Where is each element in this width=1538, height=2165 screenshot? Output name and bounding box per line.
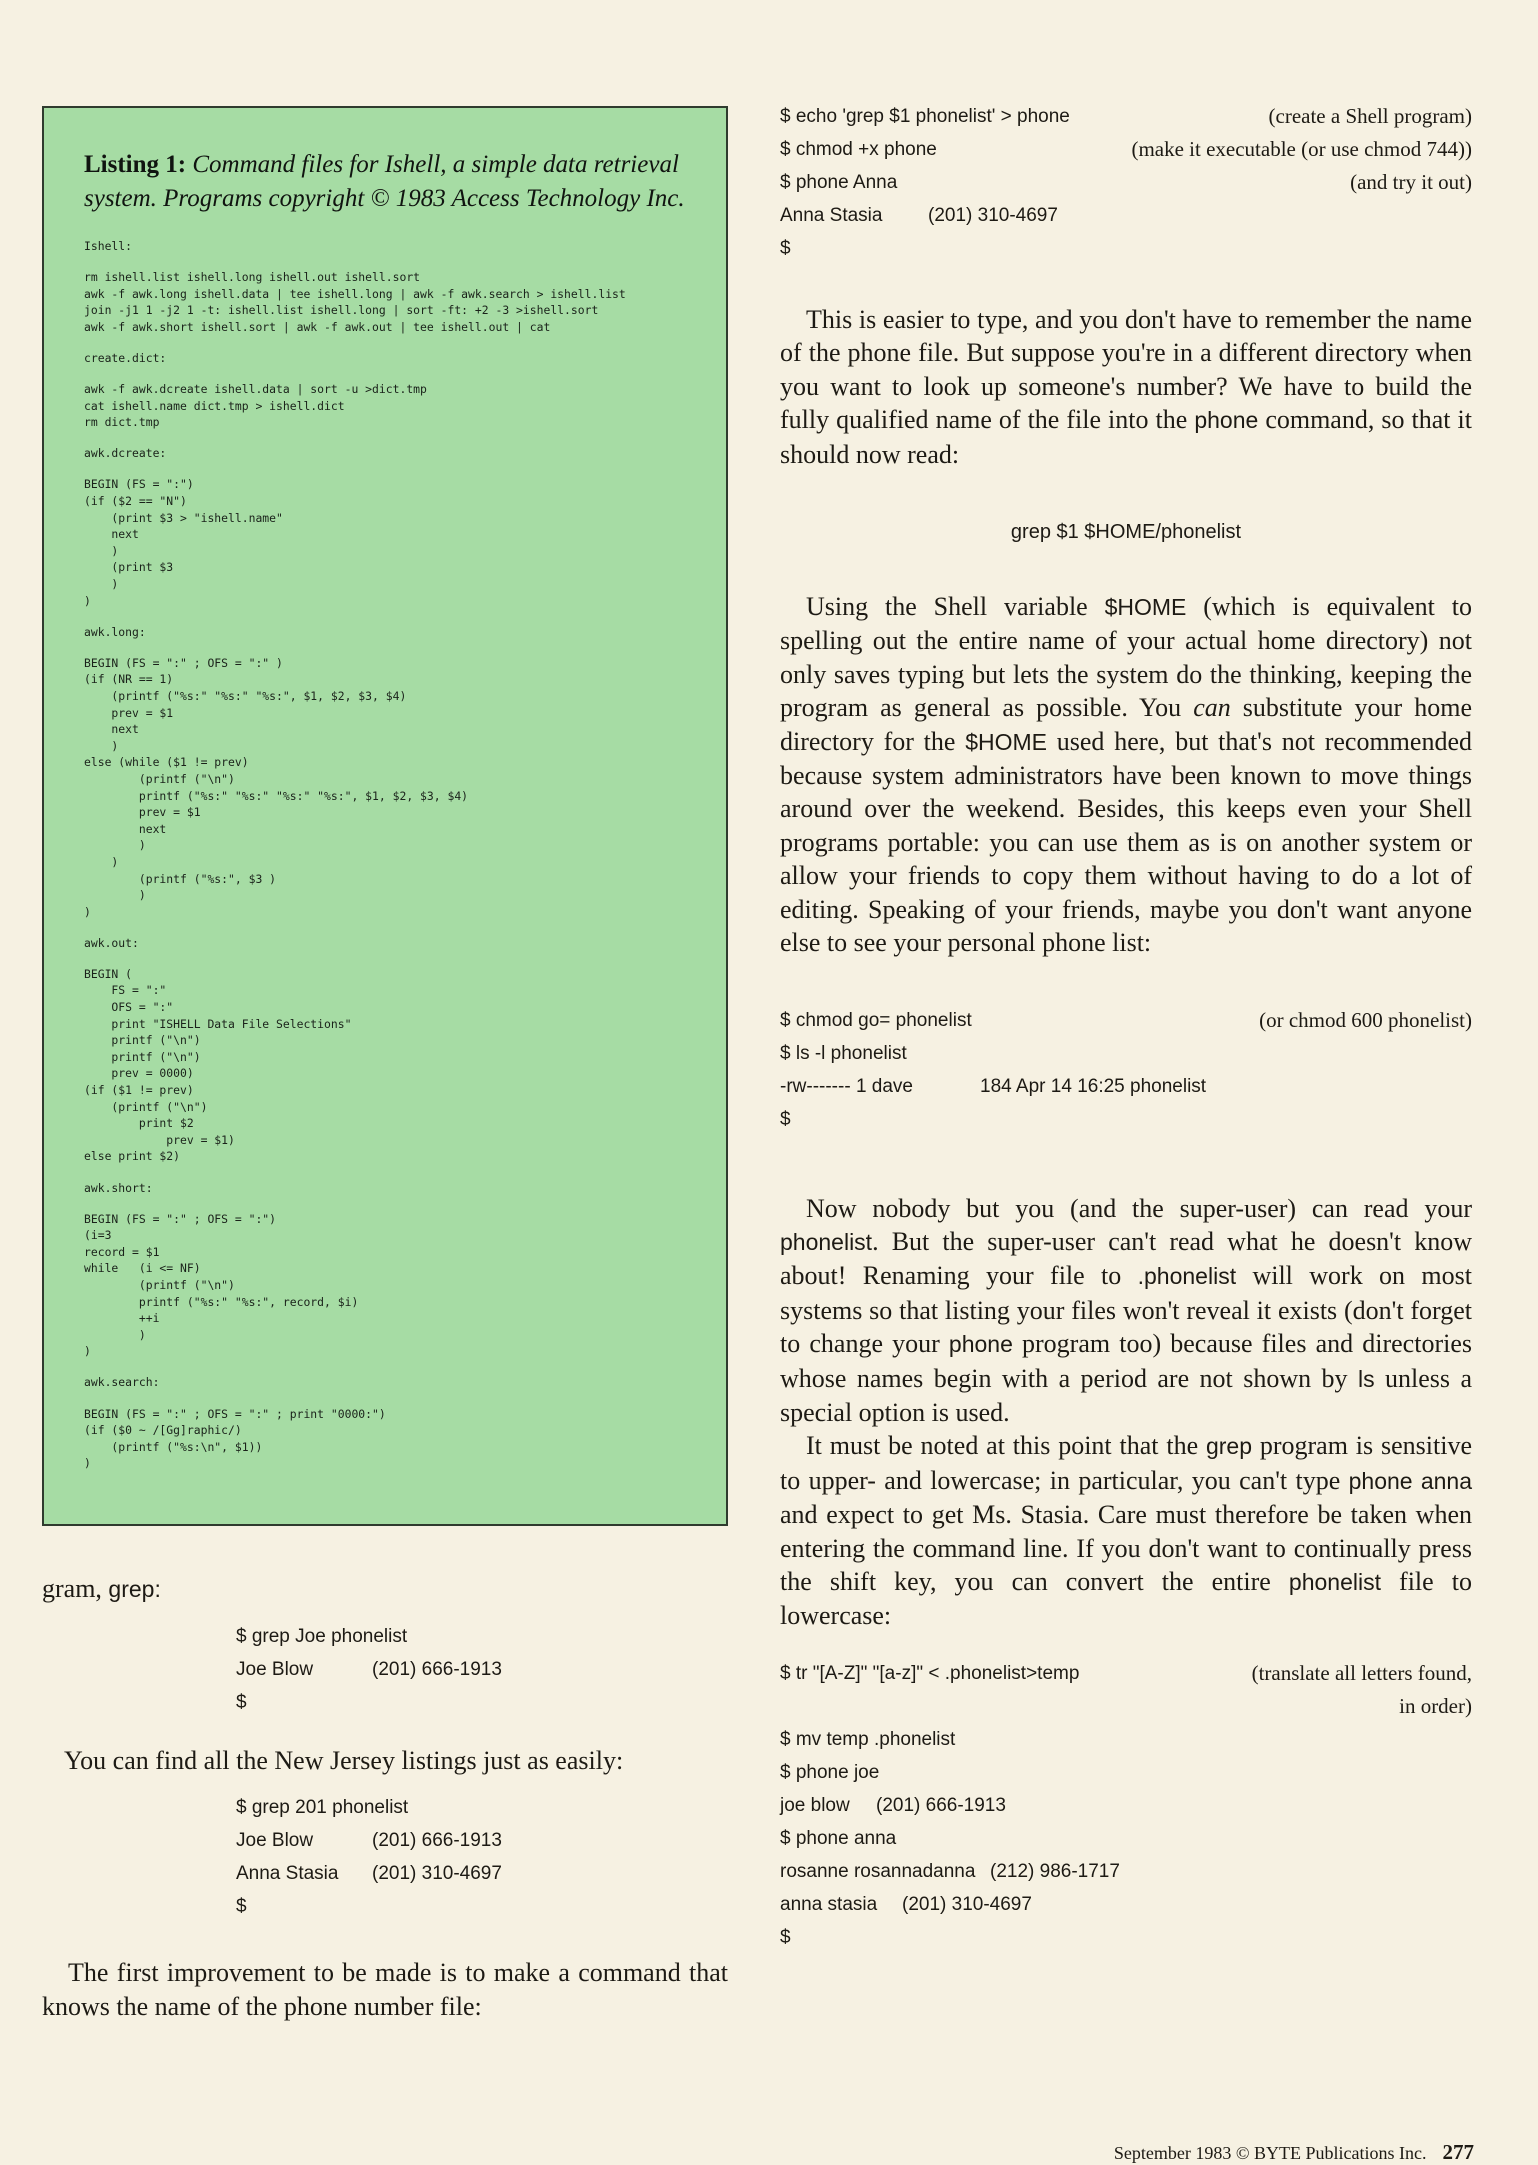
listing-code-block: BEGIN (FS = ":" ; OFS = ":") (i=3 record = $1 while (i <= NF) (printf ("\n") printf ("%s:" "%s:", record, $i) ++i ) ) (84, 1211, 359, 1359)
paragraph-remember-name: This is easier to type, and you don't have to remember the name of the phone file. But suppose you're in a different directory when you want to look up someone's number? We have to build the fully qualified name of the file into the phone command, so that it should now read: (780, 305, 1472, 469)
listing-code-block: awk.search: (84, 1375, 160, 1390)
page-number: 277 (1442, 2140, 1474, 2164)
chmod-example: $ chmod go= phonelist (or chmod 600 phonelist) $ ls -l phonelist -rw------- 1 dave 184 Apr 14 16:25 phonelist $ (780, 1007, 1472, 1130)
paragraph-nobody-but-you: Now nobody but you (and the super-user) can read your phonelist. But the super-user can't read what he doesn't know about! Renaming your file to .phonelist will work on most systems so that listing your files won't reveal it exists (don't forget to change your phone program too) because files and directories whose names begin with a period are not shown by ls unless a special option is used. (780, 1193, 1472, 1427)
paragraph-case-sensitive: It must be noted at this point that the grep program is sensitive to upper- and lowercase; in particular, you can't type phone anna and expect to get Ms. Stasia. Care must therefore be taken when entering the command line. If you don't want to continually press the shift key, you can convert the entire phonelist file to lowercase: (780, 1431, 1472, 1631)
footer-text: September 1983 © BYTE Publications Inc. (1113, 2143, 1427, 2163)
paragraph-home-variable: Using the Shell variable $HOME (which is equivalent to spelling out the entire name of your actual home directory) not only saves typing but lets the system do the thinking, keeping the program as general as possible. You can substitute your home directory for the $HOME used here, but that's not recommended because system administrators have been known to move things around over the weekend. Besides, this keeps even your Shell programs portable: you can use them as is on another system or allow your friends to copy them without having to do a lot of editing. Speaking of your friends, maybe you don't want anyone else to see your personal phone list: (780, 592, 1472, 958)
listing-caption-text: Command files for Ishell, a simple data retrieval system. Programs copyright © 1983 Access Technology Inc. (84, 151, 685, 212)
listing-code-block: rm ishell.list ishell.long ishell.out ishell.sort awk -f awk.long ishell.data | tee ishell.long | awk -f awk.search > ishell.list join -j1 1 -j2 1 -t: ishell.list ishell.long | sort -ft: +2 -3 >ishell.sort awk -f awk.short ishell.sort | awk -f awk.out | tee ishell.out | cat (84, 270, 626, 334)
listing-code-block: awk.out: (84, 935, 139, 950)
listing-code-block: awk.dcreate: (84, 446, 167, 461)
page-footer (1084, 2140, 1474, 2165)
shell-program-example: $ echo 'grep $1 phonelist' > phone (create a Shell program) $ chmod +x phone (make it executable (or use chmod 744)) $ phone Anna (and try it out) Anna Stasia (201) 310-4697 $ (780, 104, 1472, 259)
right-column (780, 100, 1472, 1954)
listing-code-block: create.dict: (84, 350, 167, 365)
listing-code-block: awk -f awk.dcreate ishell.data | sort -u >dict.tmp cat ishell.name dict.tmp > ishell.dict rm dict.tmp (84, 382, 427, 430)
nj-paragraph: You can find all the New Jersey listings just as easily: (64, 1746, 624, 1775)
first-improvement-paragraph: The first improvement to be made is to make a command that knows the name of the phone number file: (42, 1958, 728, 2021)
left-column-text (42, 1572, 728, 2023)
listing-caption-label: Listing 1: (84, 151, 187, 178)
example-grep-joe: $ grep Joe phonelist Joe Blow (201) 666-1913 $ (236, 1626, 502, 1713)
listing-code-block: BEGIN ( FS = ":" OFS = ":" print "ISHELL Data File Selections" printf ("\n") printf ("\n") prev = 0000) (if ($1 != prev) (printf ("\n") print $2 prev = $1) else print $2) (84, 966, 352, 1164)
listing-box (42, 106, 728, 1526)
listing-code-block: BEGIN (FS = ":") (if ($2 == "N") (print $3 > "ishell.name" next ) (print $3 ) ) (84, 477, 283, 608)
listing-code-block: awk.long: (84, 624, 146, 639)
listing-code-block: awk.short: (84, 1180, 153, 1195)
gram-grep-line: gram, grep: (42, 1574, 161, 1603)
listing-code (84, 238, 698, 1472)
lowercase-example: $ tr "[A-Z]" "[a-z]" < .phonelist>temp (translate all letters found, in order) $ mv temp .phonelist $ phone joe joe blow (201) 666-1913 $ phone anna rosanne rosannadanna (212) 986-1717 anna stasia (201) 310-4697 $ (780, 1660, 1472, 1948)
grep-home-command: grep $1 $HOME/phonelist (1010, 521, 1242, 544)
listing-code-block: BEGIN (FS = ":" ; OFS = ":" ) (if (NR == 1) (printf ("%s:" "%s:" "%s:", $1, $2, $3, $4) prev = $1 next ) else (while ($1 != prev) (printf ("\n") printf ("%s:" "%s:" "%s:" "%s:", $1, $2, $3, $4) prev = $1 next ) ) (printf ("%s:", $3 ) ) ) (84, 655, 469, 919)
example-grep-201: $ grep 201 phonelist Joe Blow (201) 666-1913 Anna Stasia (201) 310-4697 $ (236, 1797, 502, 1918)
listing-caption (84, 148, 698, 216)
listing-code-block: Ishell: (84, 239, 133, 253)
listing-code-block: BEGIN (FS = ":" ; OFS = ":" ; print "0000:") (if ($0 ~ /[Gg]raphic/) (printf ("%s:\n", $1)) ) (84, 1406, 386, 1471)
